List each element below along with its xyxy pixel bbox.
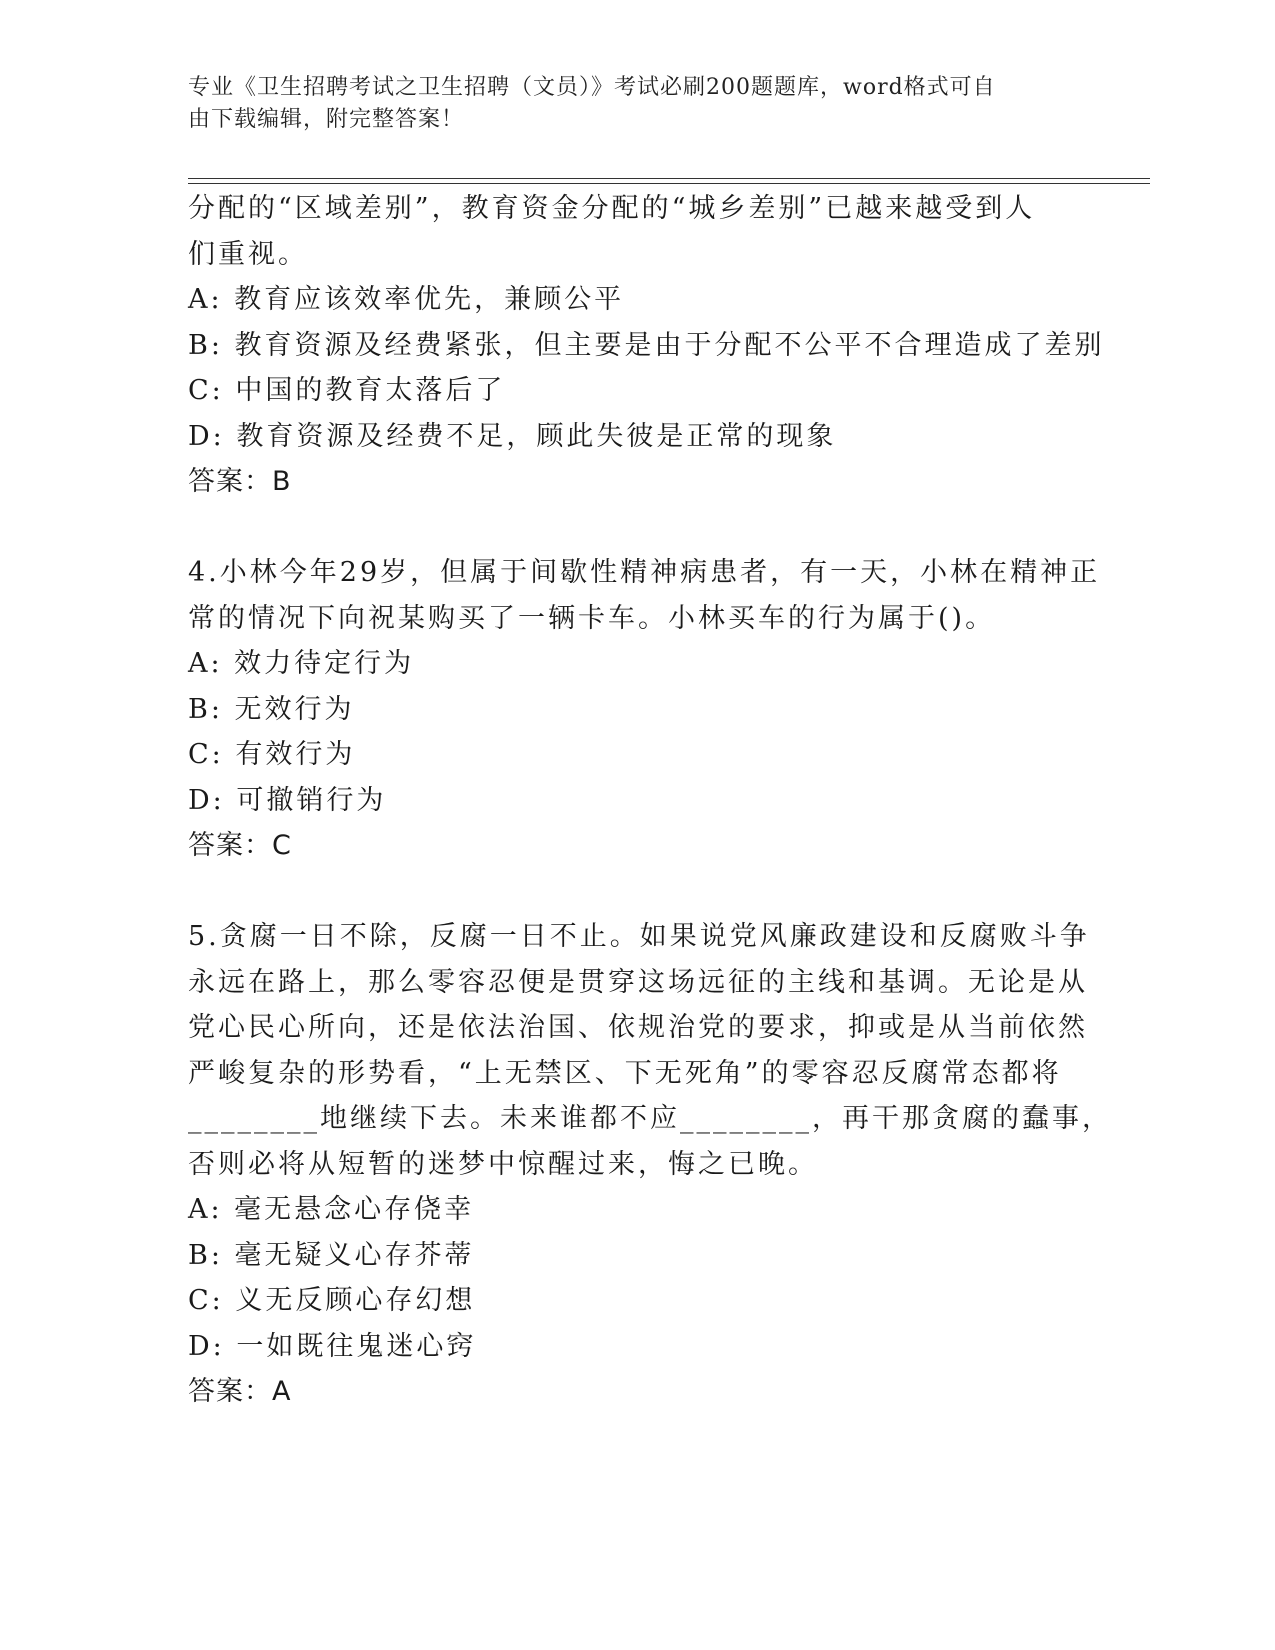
question-3 (188, 186, 1105, 505)
option-a: A: 效力待定行为 (188, 648, 415, 679)
question-5 (188, 914, 1112, 1415)
question-stem-line: 严峻复杂的形势看，“上无禁区、下无死角”的零容忍反腐常态都将 (188, 1057, 1062, 1089)
header-line-1: 专业《卫生招聘考试之卫生招聘（文员）》考试必刷200题题库，word格式可自 (188, 75, 996, 100)
option-b: B: 教育资源及经费紧张，但主要是由于分配不公平不合理造成了差别 (188, 329, 1105, 361)
option-c: C: 义无反顾心存幻想 (188, 1285, 476, 1316)
question-4 (188, 550, 1101, 869)
header-rule-top (188, 178, 1150, 179)
document-header (188, 72, 1068, 136)
answer-line: 答案：B (188, 466, 292, 497)
spacer (188, 869, 1068, 915)
option-a: A: 教育应该效率优先，兼顾公平 (188, 284, 625, 315)
option-c: C: 有效行为 (188, 739, 356, 770)
header-rule-bottom (188, 183, 1150, 184)
question-stem-line: 党心民心所向，还是依法治国、依规治党的要求，抑或是从当前依然 (188, 1012, 1088, 1043)
option-d: D: 可撤销行为 (188, 784, 387, 816)
option-c: C: 中国的教育太落后了 (188, 375, 506, 406)
option-d: D: 一如既往鬼迷心窍 (188, 1330, 477, 1362)
answer-line: 答案：A (188, 1376, 292, 1407)
answer-line: 答案：C (188, 830, 292, 861)
question-stem-line: 5.贪腐一日不除，反腐一日不止。如果说党风廉政建设和反腐败斗争 (188, 921, 1090, 952)
question-stem-line: 们重视。 (188, 238, 308, 270)
option-b: B: 毫无疑义心存芥蒂 (188, 1239, 475, 1271)
question-stem-line: 否则必将从短暂的迷梦中惊醒过来，悔之已晚。 (188, 1148, 818, 1180)
option-d: D: 教育资源及经费不足，顾此失彼是正常的现象 (188, 420, 837, 452)
question-stem-line: 4.小林今年29岁，但属于间歇性精神病患者，有一天，小林在精神正 (188, 557, 1101, 588)
spacer (188, 505, 1068, 551)
document-body (188, 186, 1112, 1415)
question-stem-line: 常的情况下向祝某购买了一辆卡车。小林买车的行为属于()。 (188, 602, 996, 634)
question-stem-line: 分配的“区域差别”，教育资金分配的“城乡差别”已越来越受到人 (188, 193, 1036, 224)
question-stem-line: ________地继续下去。未来谁都不应________，再干那贪腐的蠢事， (188, 1103, 1112, 1134)
question-stem-line: 永远在路上，那么零容忍便是贯穿这场远征的主线和基调。无论是从 (188, 966, 1088, 998)
option-b: B: 无效行为 (188, 693, 355, 725)
header-line-2: 由下载编辑，附完整答案！ (188, 107, 465, 132)
option-a: A: 毫无悬念心存侥幸 (188, 1194, 475, 1225)
